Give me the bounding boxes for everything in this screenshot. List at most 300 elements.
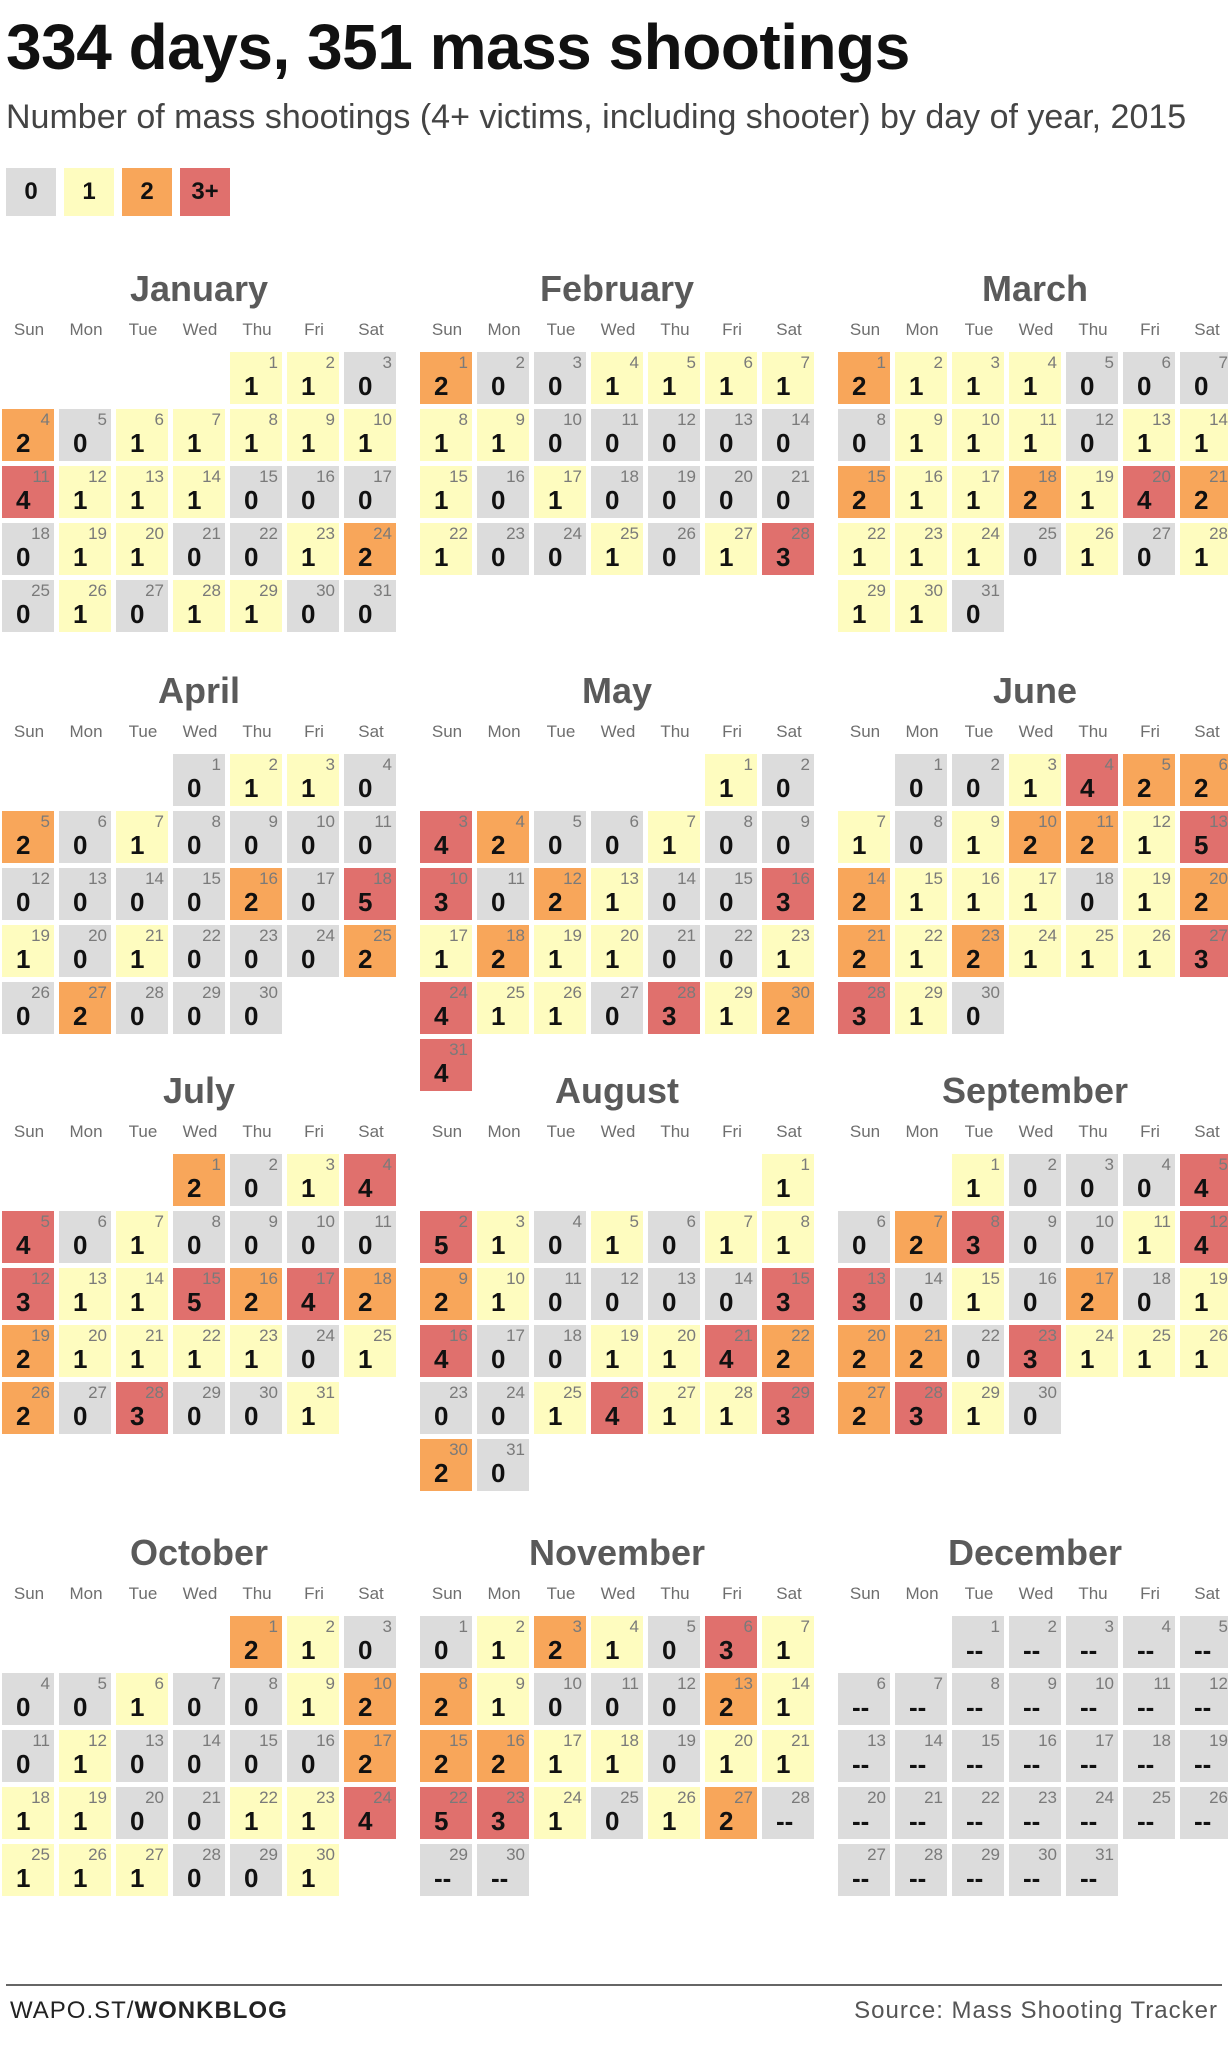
shooting-count: 1	[301, 542, 316, 572]
shooting-count: --	[1023, 1692, 1041, 1722]
day-number: 10	[373, 410, 392, 429]
day-number: 7	[686, 812, 696, 831]
shooting-count: 0	[605, 485, 620, 515]
shooting-count: 1	[909, 542, 924, 572]
day-cell	[952, 1730, 1004, 1782]
day-number: 8	[211, 812, 221, 831]
shooting-count: --	[1194, 1692, 1212, 1722]
month-december	[838, 1532, 1228, 1932]
day-number: 14	[924, 1731, 943, 1750]
day-cell	[838, 811, 890, 863]
day-number: 6	[97, 812, 107, 831]
day-cell	[59, 523, 111, 575]
day-number: 18	[373, 1269, 392, 1288]
day-number: 7	[933, 1674, 943, 1693]
shooting-count: 3	[776, 1287, 791, 1317]
day-cell	[1009, 1325, 1061, 1377]
day-number: 4	[40, 1674, 50, 1693]
weekday-label: Sat	[1194, 722, 1220, 741]
shooting-count: 1	[719, 1230, 734, 1260]
day-cell	[1066, 925, 1118, 977]
day-number: 18	[620, 1731, 639, 1750]
day-cell	[1009, 868, 1061, 920]
day-number: 17	[506, 1326, 525, 1345]
shooting-count: 0	[244, 1749, 259, 1779]
weekday-label: Wed	[182, 320, 218, 339]
shooting-count: 0	[605, 1001, 620, 1031]
shooting-count: 4	[16, 485, 31, 515]
shooting-count: 0	[1194, 371, 1209, 401]
shooting-count: 4	[719, 1344, 734, 1374]
shooting-count: 1	[244, 1344, 259, 1374]
shooting-count: 2	[358, 1749, 373, 1779]
shooting-count: 1	[966, 428, 981, 458]
day-number: 29	[981, 1845, 1000, 1864]
day-cell	[344, 1730, 396, 1782]
day-cell	[1123, 925, 1175, 977]
shooting-count: 1	[966, 542, 981, 572]
day-number: 17	[373, 1731, 392, 1750]
day-number: 7	[211, 1674, 221, 1693]
day-cell	[534, 1787, 586, 1839]
day-number: 24	[373, 1788, 392, 1807]
day-number: 28	[924, 1845, 943, 1864]
day-number: 24	[1038, 926, 1057, 945]
shooting-count: --	[1194, 1635, 1212, 1665]
footer-divider	[6, 1984, 1222, 1986]
day-cell	[420, 1787, 472, 1839]
day-cell	[477, 1211, 529, 1263]
day-cell	[762, 754, 814, 806]
day-cell	[2, 868, 54, 920]
day-cell	[591, 1787, 643, 1839]
shooting-count: 2	[244, 887, 259, 917]
shooting-count: 1	[719, 542, 734, 572]
day-cell	[420, 811, 472, 863]
day-cell	[648, 811, 700, 863]
day-cell	[895, 925, 947, 977]
shooting-count: 0	[244, 1863, 259, 1893]
shooting-count: 0	[16, 1001, 31, 1031]
day-number: 7	[800, 1617, 810, 1636]
day-cell	[1066, 1325, 1118, 1377]
day-number: 4	[40, 410, 50, 429]
shooting-count: 2	[434, 1692, 449, 1722]
day-cell	[705, 868, 757, 920]
chart-subtitle: Number of mass shootings (4+ victims, including shooter) by day of year, 2015	[6, 98, 1187, 136]
day-number: 6	[97, 1212, 107, 1231]
shooting-count: 4	[1194, 1173, 1209, 1203]
shooting-count: 3	[434, 887, 449, 917]
shooting-count: 1	[605, 1344, 620, 1374]
month-name: August	[555, 1070, 679, 1111]
weekday-label: Sun	[849, 320, 881, 339]
shooting-count: 2	[16, 428, 31, 458]
shooting-count: 0	[776, 485, 791, 515]
day-cell	[420, 982, 472, 1034]
day-cell	[230, 523, 282, 575]
day-cell	[173, 1154, 225, 1206]
shooting-count: 0	[548, 371, 563, 401]
shooting-count: 2	[244, 1287, 259, 1317]
day-number: 29	[734, 983, 753, 1002]
shooting-count: 0	[719, 485, 734, 515]
weekday-label: Mon	[905, 1122, 939, 1141]
shooting-count: 0	[776, 428, 791, 458]
shooting-count: 0	[130, 887, 145, 917]
day-cell	[477, 811, 529, 863]
weekday-label: Tue	[128, 1122, 158, 1141]
day-cell	[2, 466, 54, 518]
day-cell	[1009, 1844, 1061, 1896]
day-number: 16	[1038, 1269, 1057, 1288]
day-number: 21	[924, 1788, 943, 1807]
day-number: 20	[867, 1788, 886, 1807]
shooting-count: 1	[301, 371, 316, 401]
shooting-count: 1	[776, 1692, 791, 1722]
day-cell	[705, 1382, 757, 1434]
day-cell	[344, 1154, 396, 1206]
day-number: 15	[924, 869, 943, 888]
shooting-count: 0	[244, 830, 259, 860]
shooting-count: 4	[16, 1230, 31, 1260]
day-cell	[344, 523, 396, 575]
day-cell	[762, 1325, 814, 1377]
day-number: 5	[686, 1617, 696, 1636]
shooting-count: 2	[187, 1173, 202, 1203]
day-number: 10	[1038, 812, 1057, 831]
day-number: 11	[621, 410, 639, 429]
day-cell	[116, 1268, 168, 1320]
shooting-count: 0	[852, 1230, 867, 1260]
day-number: 5	[1104, 353, 1114, 372]
shooting-count: 1	[909, 1001, 924, 1031]
day-number: 20	[1152, 467, 1171, 486]
day-cell	[952, 982, 1004, 1034]
day-number: 18	[1152, 1269, 1171, 1288]
day-number: 5	[97, 1674, 107, 1693]
shooting-count: 1	[1023, 428, 1038, 458]
day-number: 9	[800, 812, 810, 831]
shooting-count: 4	[434, 1001, 449, 1031]
day-cell	[762, 466, 814, 518]
shooting-count: 1	[966, 1401, 981, 1431]
shooting-count: 2	[16, 1401, 31, 1431]
shooting-count: 1	[434, 428, 449, 458]
shooting-count: 2	[776, 1344, 791, 1374]
day-cell	[230, 1730, 282, 1782]
shooting-count: 0	[187, 773, 202, 803]
shooting-count: 5	[434, 1230, 449, 1260]
day-cell	[173, 580, 225, 632]
day-number: 9	[1047, 1212, 1057, 1231]
day-number: 27	[677, 1383, 696, 1402]
shooting-count: 2	[1137, 773, 1152, 803]
shooting-count: 1	[130, 1230, 145, 1260]
day-number: 13	[867, 1731, 886, 1750]
shooting-count: 1	[1137, 428, 1152, 458]
day-number: 16	[506, 1731, 525, 1750]
footer-source: Source: Mass Shooting Tracker	[854, 1997, 1218, 2024]
day-number: 28	[734, 1383, 753, 1402]
shooting-count: 0	[662, 1749, 677, 1779]
weekday-label: Tue	[546, 722, 576, 741]
shooting-count: --	[1080, 1863, 1098, 1893]
day-number: 24	[506, 1383, 525, 1402]
day-cell	[287, 1382, 339, 1434]
day-cell	[59, 1211, 111, 1263]
day-number: 12	[1095, 410, 1114, 429]
shooting-count: 1	[1080, 542, 1095, 572]
day-number: 5	[1218, 1617, 1228, 1636]
shooting-count: 1	[73, 542, 88, 572]
shooting-count: 1	[73, 599, 88, 629]
shooting-count: 1	[1023, 371, 1038, 401]
day-number: 11	[374, 1212, 392, 1231]
day-number: 28	[791, 1788, 810, 1807]
shooting-count: 1	[719, 773, 734, 803]
day-cell	[1066, 754, 1118, 806]
day-number: 12	[620, 1269, 639, 1288]
day-cell	[1123, 1730, 1175, 1782]
day-number: 23	[259, 1326, 278, 1345]
day-cell	[1009, 1211, 1061, 1263]
shooting-count: 0	[358, 830, 373, 860]
shooting-count: 1	[966, 830, 981, 860]
shooting-count: 3	[130, 1401, 145, 1431]
day-cell	[230, 1844, 282, 1896]
day-number: 25	[31, 581, 50, 600]
day-cell	[762, 409, 814, 461]
day-cell	[287, 466, 339, 518]
day-number: 15	[202, 1269, 221, 1288]
day-number: 13	[867, 1269, 886, 1288]
month-name: November	[528, 1532, 706, 1573]
day-cell	[895, 466, 947, 518]
day-cell	[705, 1211, 757, 1263]
shooting-count: 0	[187, 1401, 202, 1431]
shooting-count: 1	[130, 1344, 145, 1374]
day-number: 5	[629, 1212, 639, 1231]
day-cell	[173, 1382, 225, 1434]
day-number: 15	[981, 1269, 1000, 1288]
day-cell	[2, 1382, 54, 1434]
day-cell	[762, 1211, 814, 1263]
day-cell	[534, 352, 586, 404]
day-cell	[420, 523, 472, 575]
day-cell	[477, 1268, 529, 1320]
day-number: 29	[202, 983, 221, 1002]
day-number: 12	[31, 869, 50, 888]
shooting-count: 0	[491, 371, 506, 401]
day-cell	[1009, 1154, 1061, 1206]
shooting-count: 2	[244, 1635, 259, 1665]
day-number: 18	[563, 1326, 582, 1345]
day-number: 1	[268, 1617, 278, 1636]
shooting-count: 0	[301, 1230, 316, 1260]
weekday-label: Mon	[69, 1122, 103, 1141]
shooting-count: 1	[358, 428, 373, 458]
day-cell	[477, 1439, 529, 1491]
day-cell	[1180, 1673, 1228, 1725]
day-cell	[1009, 1616, 1061, 1668]
shooting-count: 1	[130, 944, 145, 974]
weekday-label: Wed	[182, 1584, 218, 1603]
day-number: 16	[1038, 1731, 1057, 1750]
day-number: 15	[259, 467, 278, 486]
day-cell	[2, 1730, 54, 1782]
shooting-count: 0	[966, 1001, 981, 1031]
shooting-count: 1	[605, 887, 620, 917]
day-cell	[648, 982, 700, 1034]
day-number: 30	[316, 581, 335, 600]
shooting-count: 1	[909, 887, 924, 917]
shooting-count: 1	[605, 1635, 620, 1665]
shooting-count: 0	[187, 1001, 202, 1031]
shooting-count: 2	[548, 887, 563, 917]
shooting-count: 2	[548, 1635, 563, 1665]
day-cell	[230, 811, 282, 863]
shooting-count: 1	[966, 485, 981, 515]
weekday-label: Tue	[964, 1584, 994, 1603]
weekday-label: Thu	[1078, 722, 1108, 741]
day-cell	[477, 1325, 529, 1377]
shooting-count: 1	[1137, 830, 1152, 860]
day-cell	[1123, 466, 1175, 518]
day-cell	[762, 925, 814, 977]
day-cell	[1123, 754, 1175, 806]
day-cell	[230, 580, 282, 632]
day-number: 22	[449, 1788, 468, 1807]
day-number: 2	[325, 353, 335, 372]
day-cell	[838, 1268, 890, 1320]
shooting-count: --	[1137, 1806, 1155, 1836]
shooting-count: 0	[662, 944, 677, 974]
day-number: 20	[145, 1788, 164, 1807]
shooting-count: 1	[605, 542, 620, 572]
shooting-count: 1	[909, 944, 924, 974]
shooting-count: 1	[301, 1401, 316, 1431]
shooting-count: 1	[130, 830, 145, 860]
shooting-count: --	[776, 1806, 794, 1836]
day-number: 3	[1104, 1617, 1114, 1636]
day-cell	[230, 1673, 282, 1725]
day-cell	[230, 1268, 282, 1320]
shooting-count: 4	[1194, 1230, 1209, 1260]
shooting-count: 0	[187, 1749, 202, 1779]
day-number: 23	[316, 524, 335, 543]
day-number: 7	[154, 1212, 164, 1231]
day-cell	[287, 1211, 339, 1263]
day-number: 20	[867, 1326, 886, 1345]
shooting-count: 0	[434, 1401, 449, 1431]
day-cell	[59, 811, 111, 863]
shooting-count: 0	[244, 944, 259, 974]
shooting-count: 1	[130, 1692, 145, 1722]
day-cell	[1123, 1154, 1175, 1206]
day-number: 19	[1209, 1731, 1228, 1750]
day-number: 22	[981, 1326, 1000, 1345]
shooting-count: 1	[776, 1749, 791, 1779]
day-cell	[705, 1787, 757, 1839]
day-cell	[59, 409, 111, 461]
day-number: 19	[1095, 467, 1114, 486]
day-cell	[895, 982, 947, 1034]
day-cell	[762, 868, 814, 920]
day-cell	[1180, 925, 1228, 977]
day-number: 11	[1096, 812, 1114, 831]
day-cell	[173, 1211, 225, 1263]
shooting-count: 1	[130, 542, 145, 572]
shooting-count: 0	[244, 1001, 259, 1031]
day-number: 29	[259, 1845, 278, 1864]
day-cell	[895, 811, 947, 863]
day-number: 6	[743, 353, 753, 372]
day-number: 3	[382, 353, 392, 372]
day-cell	[838, 352, 890, 404]
day-number: 26	[677, 524, 696, 543]
day-number: 23	[259, 926, 278, 945]
legend	[6, 168, 230, 216]
day-cell	[895, 1844, 947, 1896]
day-cell	[952, 754, 1004, 806]
shooting-count: --	[966, 1749, 984, 1779]
day-number: 16	[981, 869, 1000, 888]
day-cell	[287, 523, 339, 575]
day-number: 27	[867, 1845, 886, 1864]
day-cell	[287, 1154, 339, 1206]
shooting-count: 0	[491, 1344, 506, 1374]
shooting-count: 2	[1080, 830, 1095, 860]
shooting-count: 0	[358, 599, 373, 629]
day-cell	[173, 754, 225, 806]
day-number: 17	[981, 467, 1000, 486]
weekday-label: Wed	[600, 1584, 636, 1603]
shooting-count: 0	[73, 887, 88, 917]
day-number: 11	[32, 467, 50, 486]
day-cell	[2, 1844, 54, 1896]
weekday-label: Mon	[487, 1122, 521, 1141]
shooting-count: 0	[301, 944, 316, 974]
shooting-count: 0	[301, 830, 316, 860]
shooting-count: 0	[1137, 1173, 1152, 1203]
day-number: 10	[316, 812, 335, 831]
weekday-label: Thu	[1078, 1122, 1108, 1141]
shooting-count: 1	[301, 1806, 316, 1836]
shooting-count: 2	[358, 1287, 373, 1317]
shooting-count: 1	[244, 428, 259, 458]
day-number: 29	[924, 983, 943, 1002]
shooting-count: 1	[776, 1635, 791, 1665]
weekday-label: Fri	[722, 1584, 742, 1603]
day-number: 10	[1095, 1212, 1114, 1231]
day-number: 13	[620, 869, 639, 888]
day-number: 12	[1152, 812, 1171, 831]
shooting-count: 1	[73, 1287, 88, 1317]
day-cell	[344, 1268, 396, 1320]
day-number: 8	[990, 1212, 1000, 1231]
month-july	[2, 1070, 396, 1470]
shooting-count: 2	[491, 1749, 506, 1779]
day-number: 19	[620, 1326, 639, 1345]
day-cell	[591, 1268, 643, 1320]
day-number: 10	[981, 410, 1000, 429]
weekday-label: Thu	[242, 1584, 272, 1603]
shooting-count: 3	[776, 887, 791, 917]
shooting-count: 5	[434, 1806, 449, 1836]
day-cell	[173, 868, 225, 920]
weekday-label: Fri	[1140, 1122, 1160, 1141]
